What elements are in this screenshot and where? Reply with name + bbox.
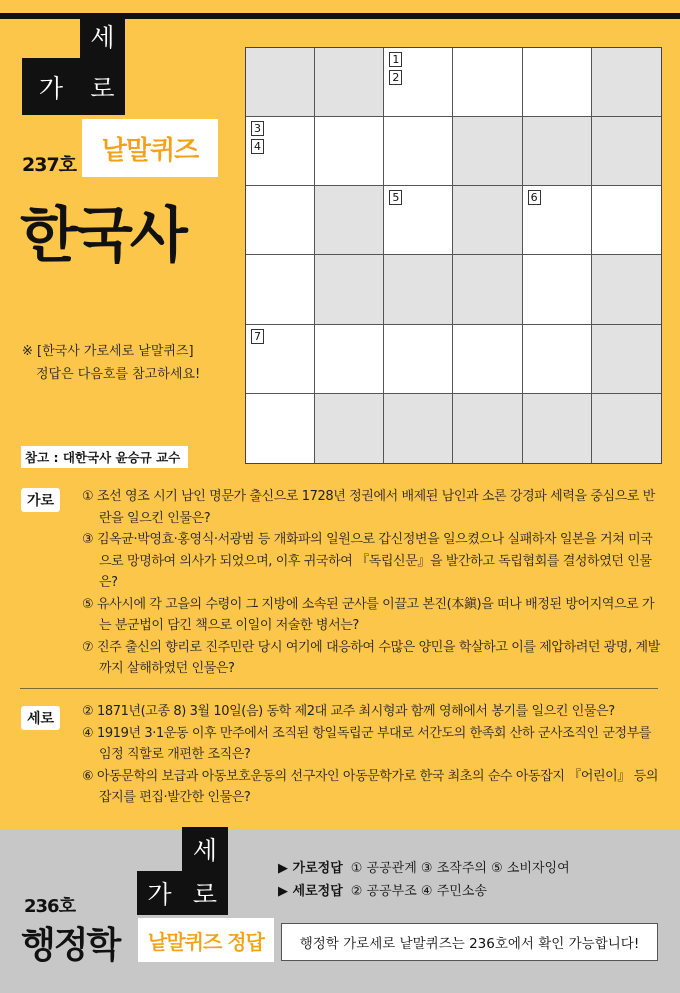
across-clue: ③ 김옥균·박영효·홍영식·서광범 등 개화파의 일원으로 갑신정변을 일으켰으나 실패하자 일본을 거쳐 미국으로 망명하여 의사가 되었으며, 이후 귀국하여 『독립신문』을 발간하고 독립협회를 결성하였던 인물은? [82, 532, 653, 590]
clue-number: 1 [389, 52, 402, 67]
logo-tile-ro: 로 [80, 58, 125, 115]
answer-logo-word: 낱말퀴즈 정답 [138, 918, 274, 962]
grid-cell[interactable] [592, 48, 661, 117]
grid-cell[interactable] [246, 394, 315, 463]
confirm-box: 행정학 가로세로 낱말퀴즈는 236호에서 확인 가능합니다! [281, 923, 658, 961]
answer-note [22, 340, 200, 386]
issue-number: 237호 [22, 154, 77, 176]
grid-cell[interactable] [246, 325, 315, 394]
across-clue: ① 조선 영조 시기 남인 명문가 출신으로 1728년 정권에서 배제된 남인과 소론 강경파 세력을 중심으로 반란을 일으킨 인물은? [82, 489, 655, 526]
previous-answers-panel [0, 830, 680, 993]
grid-cell[interactable] [246, 186, 315, 255]
grid-cell[interactable] [453, 325, 522, 394]
grid-cell[interactable] [592, 394, 661, 463]
grid-cell[interactable] [315, 325, 384, 394]
grid-cell[interactable] [523, 255, 592, 324]
answer-logo-tile-ro: 로 [182, 871, 228, 915]
quiz-logo-word: 낱말퀴즈 [82, 119, 218, 177]
across-clue: ⑤ 유사시에 각 고을의 수령이 그 지방에 소속된 군사를 이끌고 본진(本鎭)을 떠나 배정된 방어지역으로 가는 분군법이 담긴 책으로 이일이 저술한 병서는? [82, 596, 655, 633]
clue-number: 6 [528, 190, 541, 205]
grid-cell[interactable] [246, 48, 315, 117]
grid-cell[interactable] [453, 186, 522, 255]
grid-cell[interactable] [523, 186, 592, 255]
clue-number: 4 [251, 139, 264, 154]
across-answers-label: ▶ 가로정답 [278, 861, 343, 876]
grid-cell[interactable] [384, 394, 453, 463]
grid-cell[interactable] [315, 394, 384, 463]
grid-cell[interactable] [315, 48, 384, 117]
answer-logo-tile-ga: 가 [137, 871, 182, 915]
grid-cell[interactable] [384, 117, 453, 186]
down-answers-label: ▶ 세로정답 [278, 884, 343, 899]
down-label: 세로 [21, 706, 60, 730]
grid-cell[interactable] [453, 255, 522, 324]
across-answers [278, 857, 570, 876]
across-clue: ⑦ 진주 출신의 향리로 진주민란 당시 여기에 대응하여 수많은 양민을 학살하고 이를 제압하려던 광명, 계발까지 살해하였던 인물은? [82, 639, 660, 676]
down-answers [278, 880, 487, 899]
logo-tile-ga: 가 [22, 58, 80, 115]
down-clue: ② 1871년(고종 8) 3월 10일(음) 동학 제2대 교주 최시형과 함께 영해에서 봉기를 일으킨 인물은? [82, 704, 615, 719]
previous-subject: 행정학 [21, 925, 120, 966]
down-clue: ④ 1919년 3·1운동 이후 만주에서 조직된 항일독립군 부대로 서간도의 한족회 산하 군사조직인 군정부를 임정 직할로 개편한 조직은? [82, 725, 652, 762]
grid-cell[interactable] [523, 325, 592, 394]
across-label: 가로 [21, 488, 60, 512]
clue-number: 5 [389, 190, 402, 205]
grid-cell[interactable] [453, 48, 522, 117]
grid-cell[interactable] [315, 255, 384, 324]
grid-cell[interactable] [246, 117, 315, 186]
previous-issue-number: 236호 [24, 896, 75, 917]
grid-cell[interactable] [523, 48, 592, 117]
across-answers-text: ① 공공관계 ③ 조작주의 ⑤ 소비자잉여 [350, 861, 570, 876]
grid-cell[interactable] [246, 255, 315, 324]
grid-cell[interactable] [453, 117, 522, 186]
clue-number: 2 [389, 70, 402, 85]
clue-divider [20, 688, 658, 689]
page-title: 한국사 [20, 201, 185, 271]
across-clues [82, 486, 662, 680]
answer-logo-tile-se: 세 [182, 827, 228, 871]
grid-cell[interactable] [384, 48, 453, 117]
grid-cell[interactable] [592, 117, 661, 186]
crossword-grid [245, 47, 662, 464]
down-clues [82, 701, 662, 809]
grid-cell[interactable] [315, 117, 384, 186]
grid-cell[interactable] [592, 325, 661, 394]
grid-cell[interactable] [384, 255, 453, 324]
grid-cell[interactable] [315, 186, 384, 255]
clue-number: 3 [251, 121, 264, 136]
grid-cell[interactable] [384, 186, 453, 255]
grid-cell[interactable] [453, 394, 522, 463]
answer-note-line-2: 정답은 다음호를 참고하세요! [36, 367, 201, 382]
grid-cell[interactable] [523, 394, 592, 463]
grid-cell[interactable] [384, 325, 453, 394]
answer-note-line-1: ※ [한국사 가로세로 낱말퀴즈] [22, 344, 194, 359]
grid-cell[interactable] [523, 117, 592, 186]
logo-tile-se: 세 [80, 14, 125, 58]
reference-label: 참고 : 대한국사 윤승규 교수 [21, 446, 188, 468]
down-clue: ⑥ 아동문학의 보급과 아동보호운동의 선구자인 아동문학가로 한국 최초의 순수 아동잡지 『어린이』 등의 잡지를 편집·발간한 인물은? [82, 768, 658, 805]
clue-number: 7 [251, 329, 264, 344]
grid-cell[interactable] [592, 186, 661, 255]
down-answers-text: ② 공공부조 ④ 주민소송 [350, 884, 487, 899]
grid-cell[interactable] [592, 255, 661, 324]
